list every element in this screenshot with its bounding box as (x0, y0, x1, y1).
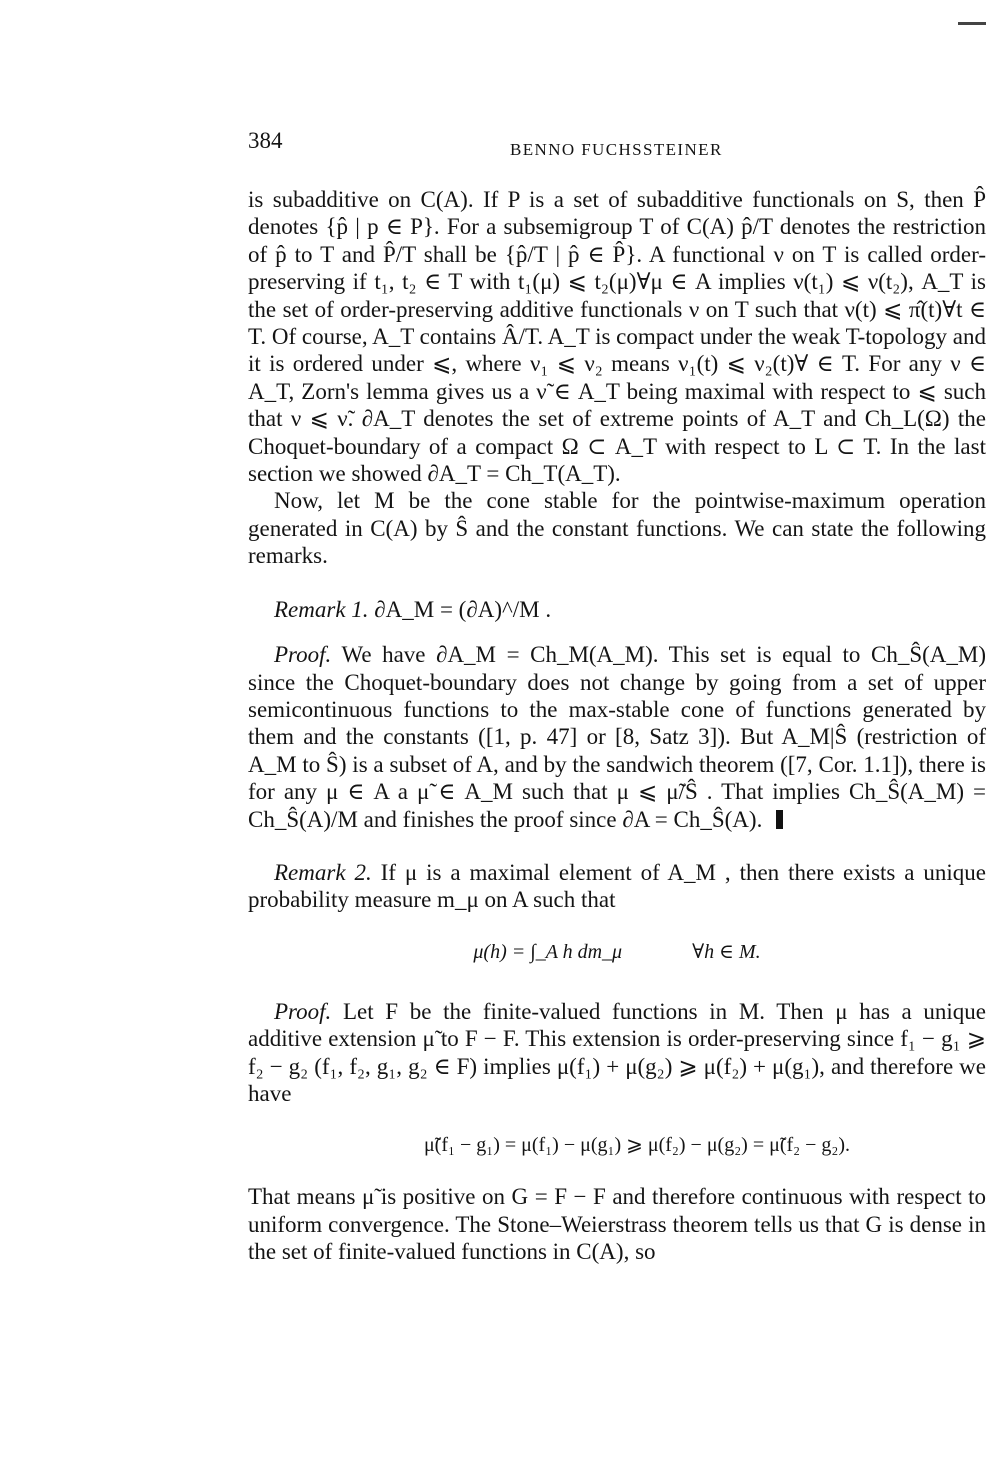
remark-2 (248, 859, 986, 914)
remark-1-label: Remark 1. (274, 596, 369, 622)
page-body (248, 186, 986, 1266)
remark-2-label: Remark 2. (274, 859, 372, 885)
remark-2-text: If μ is a maximal element of A_M , then there exists a unique probability measure m_μ on A such that (248, 859, 987, 913)
proof-1 (248, 641, 986, 833)
end-of-proof-icon (776, 810, 783, 829)
proof-1-label: Proof. (274, 642, 332, 668)
proof-1-text: We have ∂A_M = Ch_M(A_M). This set is equal to Ch_Ŝ(A_M) since the Choquet-boundary does not change by going from a set of upper semicontinuous functions to the max-stable cone of functions generated by them and the constants ([1, p. 47] or [8, Satz 3]). But A_M|Ŝ (restriction of A_M to Ŝ) is a subset of A, and by the sandwich theorem ([7, Cor. 1.1]), there is for any μ ∈ A a μ̃ ∈ A_M such that μ ⩽ μ̃/Ŝ . That implies Ch_Ŝ(A_M) = Ch_Ŝ(A)/M and finishes the proof since ∂A = Ch_Ŝ(A). (248, 642, 986, 832)
equation-extension: μ̃(f₁ − g₁) = μ(f₁) − μ(g₁) ⩾ μ(f₂) − μ(g₂) = μ̃(f₂ − g₂). (423, 1134, 851, 1157)
equation-measure-formula: μ(h) = ∫_A h dm_μ (473, 940, 623, 963)
proof-2 (248, 998, 986, 1108)
final-paragraph: That means μ̃ is positive on G = F − F and therefore continuous with respect to uniform convergence. The Stone–Weierstrass theorem tells us that G is dense in the set of finite-valued functions in C(A), so (248, 1184, 986, 1265)
intro-paragraph: is subadditive on C(A). If P is a set of subadditive functionals on S, then P̂ denotes {p̂ | p ∈ P}. For a subsemigroup T of C(A) p̂/T denotes the restriction of p̂ to T and P̂/T shall be {p̂/T | p̂ ∈ P̂}. A functional ν on T is called order-preserving if t₁, t₂ ∈ T with t₁(μ) ⩽ t₂(μ)∀μ ∈ A implies ν(t₁) ⩽ ν(t₂), A_T is the set of order-preserving additive functionals ν on T such that ν(t) ⩽ π̂(t)∀t ∈ T. Of course, A_T contains Â/T. A_T is compact under the weak T-topology and it is ordered under ⩽, where ν₁ ⩽ ν₂ means ν₁(t) ⩽ ν₂(t)∀ ∈ T. For any ν ∈ A_T, Zorn's lemma gives us a ν̃ ∈ A_T being maximal with respect to ⩽ such that ν ⩽ ν̃. ∂A_T denotes the set of extreme points of A_T and Ch_L(Ω) the Choquet-boundary of a compact Ω ⊂ A_T with respect to L ⊂ T. In the last section we showed ∂A_T = Ch_T(A_T). (248, 187, 986, 487)
remark-1 (248, 596, 986, 623)
equation-measure (248, 932, 986, 972)
scan-corner-mark (958, 22, 986, 25)
remark-1-statement: ∂A_M = (∂A)^/M . (374, 596, 552, 622)
page-number: 384 (248, 128, 283, 153)
equation-measure-quantifier: ∀h ∈ M. (692, 940, 761, 963)
cone-paragraph: Now, let M be the cone stable for the pointwise-maximum operation generated in C(A) by Ŝ and the constant functions. We can state the following remarks. (248, 488, 986, 569)
running-title: BENNO FUCHSSTEINER (510, 140, 723, 159)
page-header (248, 128, 978, 160)
proof-2-label: Proof. (274, 998, 332, 1024)
proof-2-text: Let F be the finite-valued functions in M. Then μ has a unique additive extension μ̃ to F − F. This extension is order-preserving since f₁ − g₁ ⩾ f₂ − g₂ (f₁, f₂, g₁, g₂ ∈ F) implies μ(f₁) + μ(g₂) ⩾ μ(f₂) + μ(g₁), and therefore we have (248, 998, 986, 1106)
